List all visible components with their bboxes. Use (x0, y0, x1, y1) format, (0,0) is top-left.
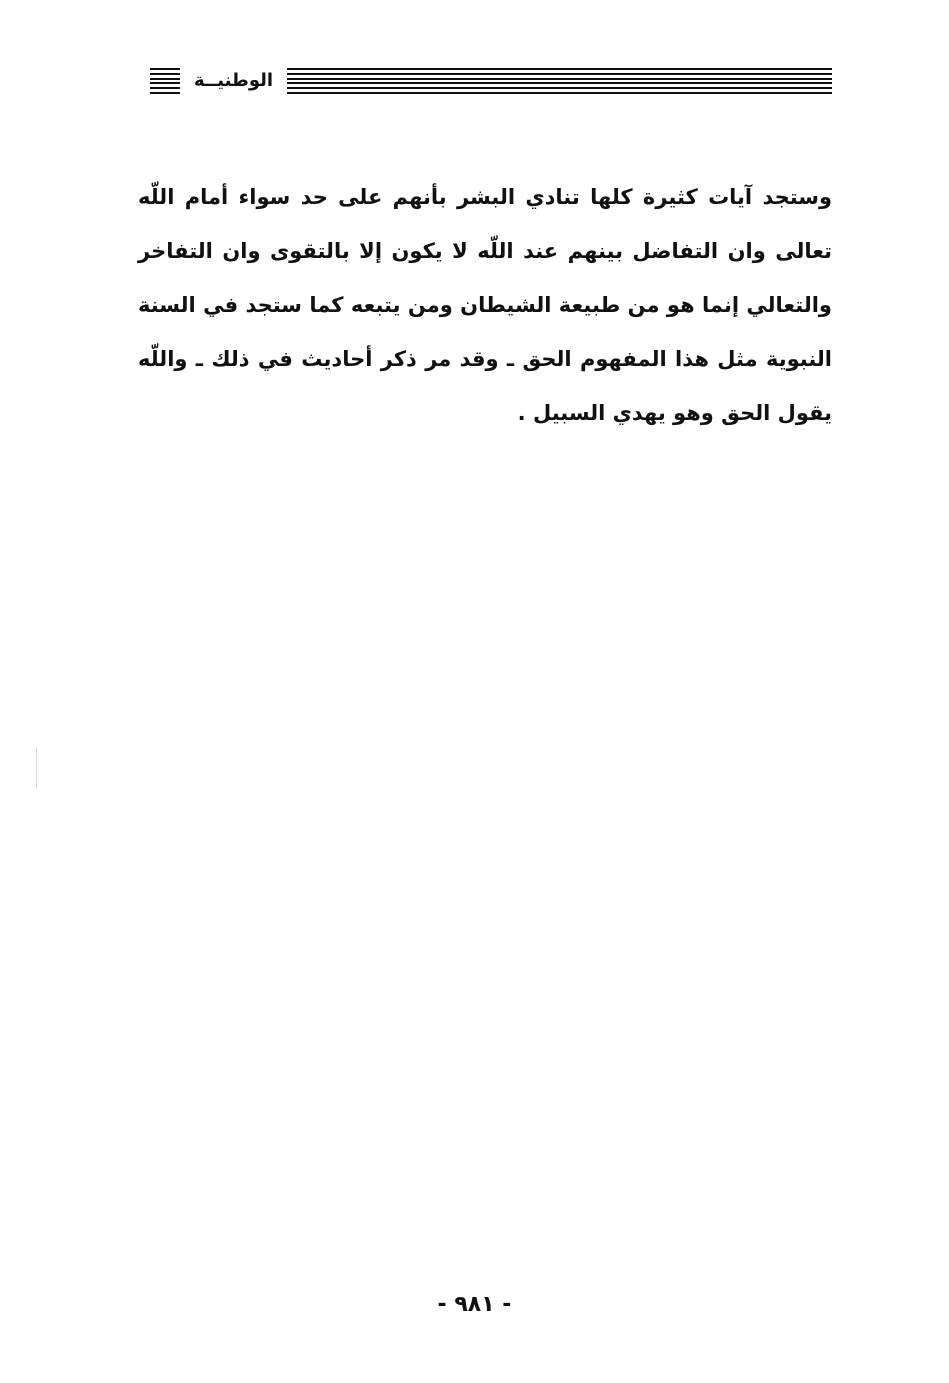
text-line: والتعالي إنما هو من طبيعة الشيطان ومن يتبعه كما ستجد في السنة (138, 293, 832, 317)
text-line: تعالى وان التفاضل بينهم عند اللّه لا يكون إلا بالتقوى وان التفاخر (138, 239, 832, 263)
header-rule-right (287, 68, 832, 94)
text-line: وستجد آيات كثيرة كلها تنادي البشر بأنهم على حد سواء أمام اللّه (138, 185, 832, 209)
header-rule-left (150, 68, 180, 94)
body-paragraph (138, 170, 832, 440)
page-number: - ٩٨١ - (437, 1292, 512, 1317)
header-title: الوطنيــة (194, 70, 274, 91)
text-line: يقول الحق وهو يهدي السبيل . (517, 401, 832, 425)
scan-mark (36, 748, 37, 788)
text-line: النبوية مثل هذا المفهوم الحق ـ وقد مر ذكر أحاديث في ذلك ـ واللّه (138, 347, 832, 371)
running-header (150, 64, 832, 98)
